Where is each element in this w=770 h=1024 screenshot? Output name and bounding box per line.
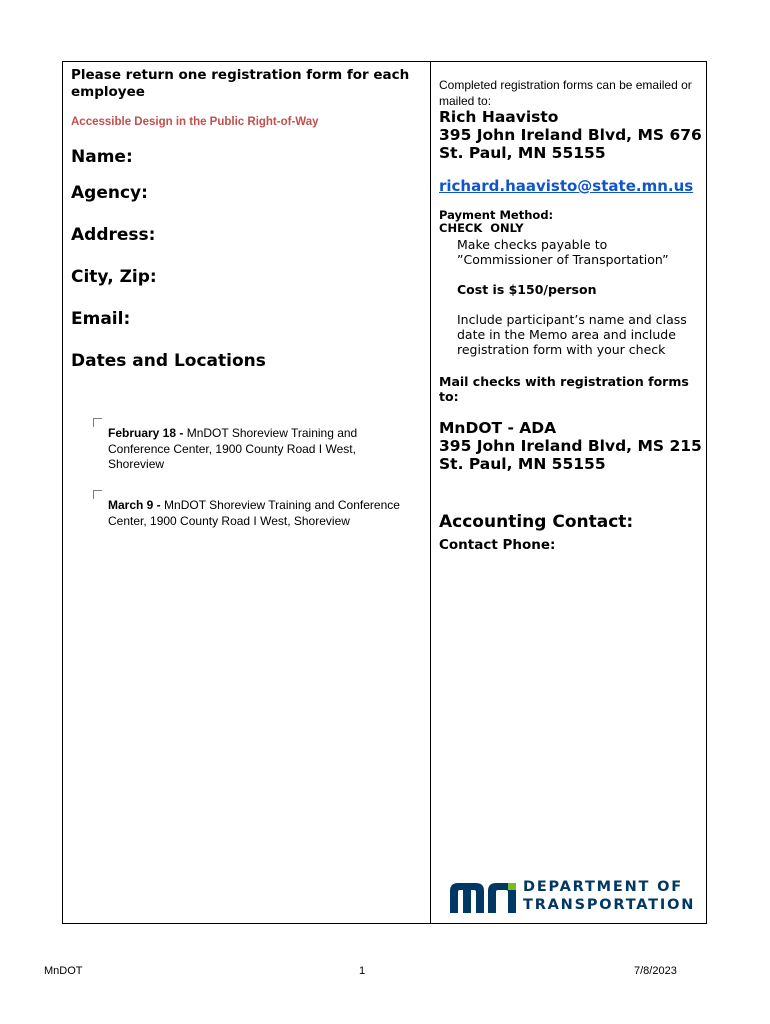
email-label: Email: — [71, 309, 131, 329]
column-divider — [430, 61, 431, 924]
return-note: Please return one registration form for each employee — [71, 67, 410, 100]
address-label: Address: — [71, 225, 156, 245]
dept-city: St. Paul, MN 55155 — [439, 455, 606, 473]
memo-note: Include participant’s name and class date in the Memo area and include registration form with your check — [457, 312, 687, 357]
session-location: MnDOT Shoreview Training and Conference Center, 1900 County Road I West, Shoreview — [108, 426, 358, 471]
footer-page-number: 1 — [359, 965, 366, 977]
footer-date: 7/8/2023 — [634, 965, 677, 977]
session-date: March 9 - — [108, 498, 161, 512]
dept-street: 395 John Ireland Blvd, MS 215 — [439, 437, 702, 455]
contact-email-link[interactable]: richard.haavisto@state.mn.us — [439, 177, 694, 195]
payment-method-value: CHECK ONLY — [439, 221, 524, 235]
cost-text: Cost is $150/person — [457, 282, 597, 297]
dates-heading: Dates and Locations — [71, 351, 266, 371]
agency-label: Agency: — [71, 183, 148, 203]
name-label: Name: — [71, 147, 133, 167]
contact-street: 395 John Ireland Blvd, MS 676 — [439, 126, 702, 144]
city-zip-label: City, Zip: — [71, 267, 157, 287]
mn-logo-icon — [450, 879, 520, 915]
course-title: Accessible Design in the Public Right-of-Way — [71, 116, 319, 128]
session-checkbox[interactable] — [93, 418, 102, 427]
payable-note — [457, 237, 669, 267]
footer-org: MnDOT — [44, 965, 83, 977]
session-location: MnDOT Shoreview Training and Conference Center, 1900 County Road I West, Shoreview — [108, 498, 400, 528]
session-option-february — [93, 418, 408, 473]
logo-line-1: DEPARTMENT OF — [523, 879, 683, 895]
payment-method — [439, 209, 553, 235]
logo-line-2: TRANSPORTATION — [523, 897, 696, 913]
contact-city: St. Paul, MN 55155 — [439, 144, 606, 162]
session-checkbox[interactable] — [93, 490, 102, 499]
dept-name: MnDOT - ADA — [439, 419, 557, 437]
contact-phone-label: Contact Phone: — [439, 537, 556, 553]
dept-address — [439, 419, 702, 473]
payable-line-2: ”Commissioner of Transportation” — [457, 252, 669, 267]
payable-line-1: Make checks payable to — [457, 237, 608, 252]
mailing-intro: Completed registration forms can be emailed or mailed to: — [439, 78, 692, 108]
accounting-contact-label: Accounting Contact: — [439, 512, 634, 532]
session-option-march — [93, 490, 408, 529]
mndot-logo — [450, 876, 696, 916]
logo-wordmark — [523, 878, 695, 914]
mail-checks-note: Mail checks with registration forms to: — [439, 374, 689, 404]
payment-method-label: Payment Method: — [439, 208, 554, 222]
contact-name: Rich Haavisto — [439, 108, 559, 126]
session-date: February 18 - — [108, 426, 184, 440]
contact-address — [439, 108, 702, 162]
